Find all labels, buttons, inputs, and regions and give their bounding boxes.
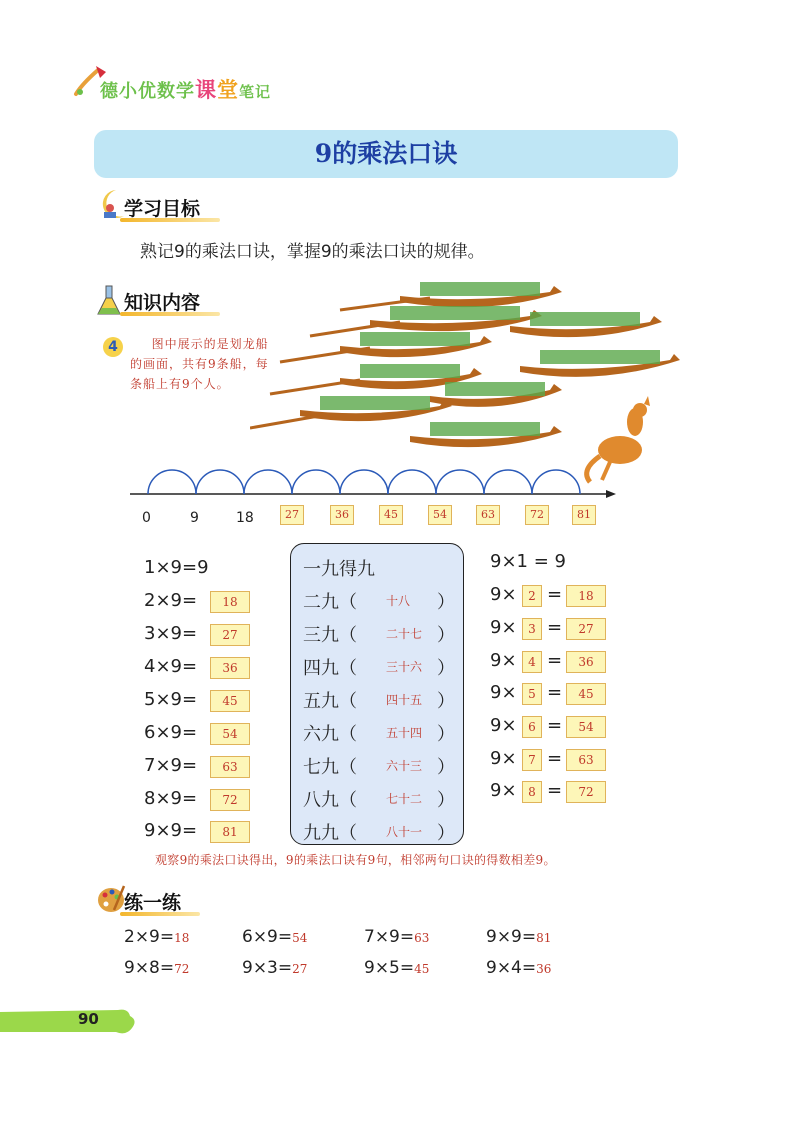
- answer-box: 63: [210, 756, 250, 778]
- number-line-label: 18: [236, 510, 254, 526]
- practice-item: 9×4=36: [486, 958, 552, 978]
- koujue-row: 六九（: [303, 724, 357, 745]
- factor-box: 5: [522, 683, 542, 705]
- page-number-banner: [0, 1006, 140, 1036]
- section-goal-header: 学习目标: [96, 188, 236, 224]
- koujue-row: 二九（: [303, 592, 357, 613]
- number-line-label: 0: [142, 510, 151, 526]
- factor-box: 8: [522, 781, 542, 803]
- equation-row: 5×9=: [144, 689, 198, 710]
- factor-box: 7: [522, 749, 542, 771]
- answer-box: 54: [210, 723, 250, 745]
- practice-item: 6×9=54: [242, 927, 308, 947]
- koujue-answer: 四十五: [386, 693, 423, 707]
- page-number: 90: [78, 1010, 99, 1028]
- equation-row: 2×9=: [144, 590, 198, 611]
- factor-box: 3: [522, 618, 542, 640]
- number-line-box: 72: [525, 505, 549, 525]
- equation-row: 4×9=: [144, 656, 198, 677]
- goal-text: 熟记9的乘法口诀，掌握9的乘法口诀的规律。: [140, 242, 485, 262]
- equation-row: 9×9=: [144, 820, 198, 841]
- equation-row: 6×9=: [144, 722, 198, 743]
- practice-item: 9×8=72: [124, 958, 190, 978]
- brand-header: [72, 62, 312, 102]
- koujue-row: 三九（: [303, 625, 357, 646]
- equation-row: 3×9=: [144, 623, 198, 644]
- koujue-answer: 三十六: [386, 660, 423, 674]
- practice-item: 7×9=63: [364, 927, 430, 947]
- answer-box: 81: [210, 821, 250, 843]
- example-number-badge: 4: [103, 337, 123, 357]
- answer-box: 45: [210, 690, 250, 712]
- answer-box: 18: [566, 585, 606, 607]
- palette-icon: [96, 882, 126, 914]
- koujue-answer: 五十四: [386, 726, 423, 740]
- factor-box: 4: [522, 651, 542, 673]
- answer-box: 72: [210, 789, 250, 811]
- factor-box: 2: [522, 585, 542, 607]
- practice-item: 9×9=81: [486, 927, 552, 947]
- equation-row: 1×9=9: [144, 557, 209, 578]
- dragon-boat: [430, 382, 562, 407]
- answer-box: 63: [566, 749, 606, 771]
- factor-box: 6: [522, 716, 542, 738]
- koujue-row: 四九（: [303, 658, 357, 679]
- koujue-answer: 八十一: [386, 825, 423, 839]
- answer-box: 45: [566, 683, 606, 705]
- dragon-boat: [410, 422, 562, 447]
- observation-note: 观察9的乘法口诀得出，9的乘法口诀有9句，相邻两句口诀的得数相差9。: [155, 853, 556, 867]
- koujue-panel: 一九得九 二九（ 十八 ） 三九（ 二十七 ） 四九（ 三十六 ） 五九（ 四十五 ） 六九（ 五十四 ） 七九（ 六十三 ） 八九（ 七十二 ） 九九（ 八十一 ）: [290, 543, 464, 845]
- dragon-boat: [340, 282, 562, 310]
- koujue-row: 一九得九: [303, 559, 375, 580]
- equation-row: 9×1 = 9: [490, 551, 566, 572]
- equation-row: 7×9=: [144, 755, 198, 776]
- koujue-row: 九九（: [303, 823, 357, 844]
- number-line-box: 45: [379, 505, 403, 525]
- number-line-box: 27: [280, 505, 304, 525]
- moon-reader-icon: [96, 188, 126, 222]
- answer-box: 36: [566, 651, 606, 673]
- koujue-row: 七九（: [303, 757, 357, 778]
- number-line-box: 36: [330, 505, 354, 525]
- flask-icon: [96, 284, 122, 318]
- number-line-hops: [148, 470, 580, 494]
- dragon-boat: [510, 312, 662, 337]
- number-line-box: 63: [476, 505, 500, 525]
- number-line: [130, 460, 620, 510]
- example-description: 图中展示的是划龙船的画面，共有9条船，每条船上有9个人。: [130, 337, 269, 391]
- number-line-box: 54: [428, 505, 452, 525]
- answer-box: 27: [210, 624, 250, 646]
- section-practice-header: 练一练: [96, 882, 216, 918]
- koujue-row: 八九（: [303, 790, 357, 811]
- number-line-label: 9: [190, 510, 199, 526]
- lesson-title: 9的乘法口诀: [94, 130, 678, 178]
- brand-title: 德小优数学课堂笔记: [100, 78, 272, 102]
- practice-item: 2×9=18: [124, 927, 190, 947]
- koujue-answer: 二十七: [386, 627, 423, 641]
- section-knowledge-header: 知识内容: [96, 282, 236, 318]
- answer-box: 36: [210, 657, 250, 679]
- answer-box: 18: [210, 591, 250, 613]
- dragon-boat: [250, 396, 452, 428]
- koujue-answer: 七十二: [386, 792, 423, 806]
- number-line-box: 81: [572, 505, 596, 525]
- koujue-row: 五九（: [303, 691, 357, 712]
- equation-row: 8×9=: [144, 788, 198, 809]
- answer-box: 54: [566, 716, 606, 738]
- koujue-answer: 六十三: [386, 759, 423, 773]
- dragon-boat: [520, 350, 680, 377]
- answer-box: 27: [566, 618, 606, 640]
- practice-item: 9×3=27: [242, 958, 308, 978]
- practice-item: 9×5=45: [364, 958, 430, 978]
- answer-box: 72: [566, 781, 606, 803]
- koujue-answer: 十八: [386, 594, 411, 608]
